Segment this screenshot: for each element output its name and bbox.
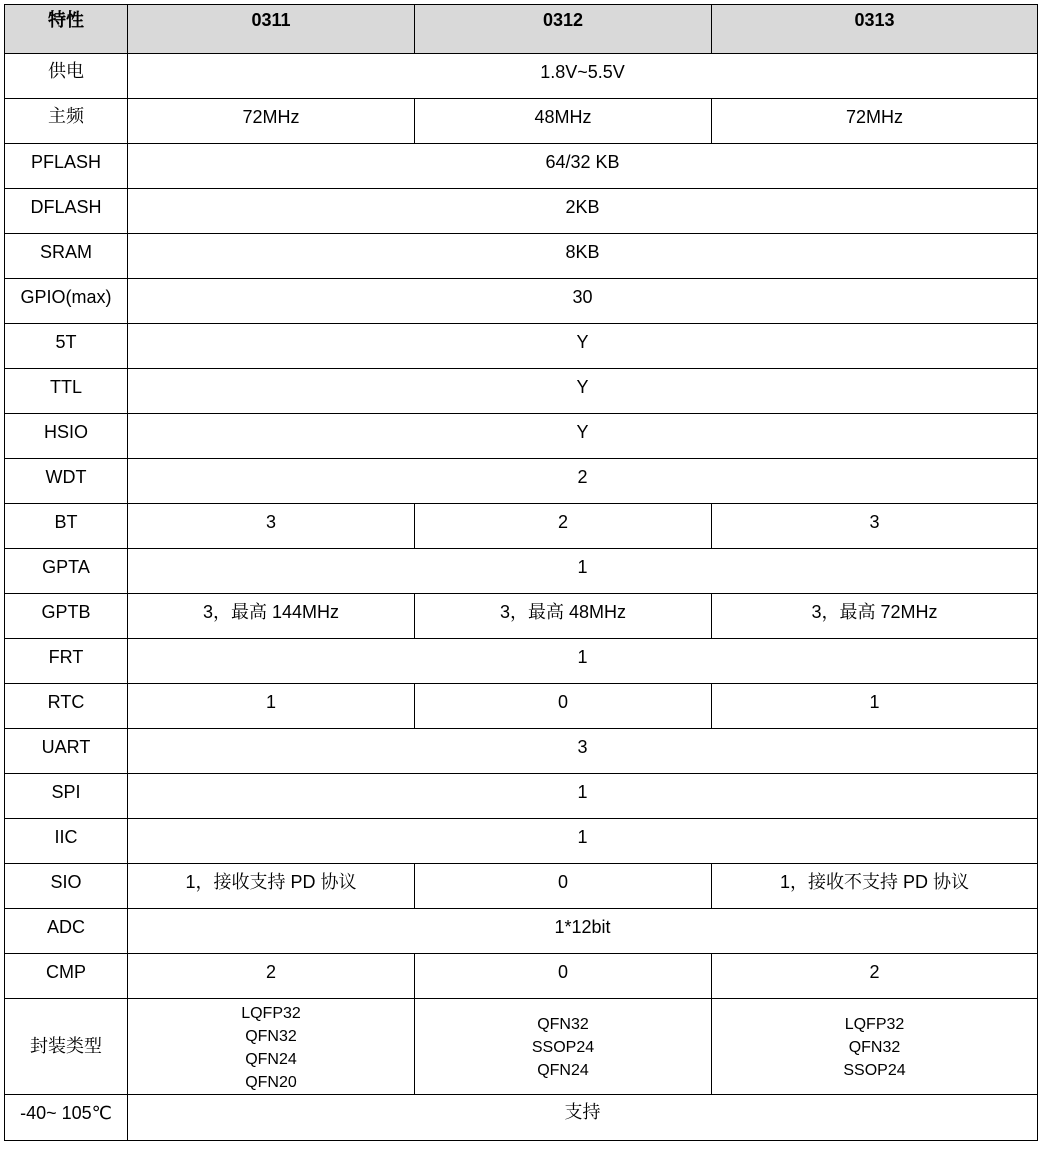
row-label-temp: -40~ 105℃ <box>5 1095 128 1141</box>
spec-row <box>5 279 1038 324</box>
package-item: SSOP24 <box>531 1039 595 1056</box>
row-label: SRAM <box>5 234 128 279</box>
header-0313: 0313 <box>712 5 1038 54</box>
package-0313 <box>712 999 1038 1095</box>
row-value: 1 <box>128 819 1038 864</box>
row-label-package: 封装类型 <box>5 999 128 1095</box>
row-cell: 3，最高 48MHz <box>415 594 712 639</box>
package-0312 <box>415 999 712 1095</box>
package-item: SSOP24 <box>843 1062 906 1079</box>
spec-row <box>5 99 1038 144</box>
spec-row <box>5 684 1038 729</box>
row-label: DFLASH <box>5 189 128 234</box>
row-cell: 0 <box>415 864 712 909</box>
row-cell: 72MHz <box>128 99 415 144</box>
row-value: 1 <box>128 639 1038 684</box>
spec-row <box>5 54 1038 99</box>
row-value: 30 <box>128 279 1038 324</box>
header-row <box>5 5 1038 54</box>
spec-row <box>5 459 1038 504</box>
header-feature: 特性 <box>5 5 128 54</box>
row-cell: 0 <box>415 684 712 729</box>
row-value: 8KB <box>128 234 1038 279</box>
row-label: GPTA <box>5 549 128 594</box>
spec-row <box>5 774 1038 819</box>
row-value: 3 <box>128 729 1038 774</box>
temp-row <box>5 1095 1038 1141</box>
row-value: Y <box>128 369 1038 414</box>
row-cell: 2 <box>415 504 712 549</box>
package-item: QFN24 <box>537 1062 589 1079</box>
row-label: PFLASH <box>5 144 128 189</box>
temp-value: 支持 <box>128 1095 1038 1141</box>
spec-row <box>5 414 1038 459</box>
row-cell: 2 <box>128 954 415 999</box>
row-label: TTL <box>5 369 128 414</box>
row-label: ADC <box>5 909 128 954</box>
spec-row <box>5 234 1038 279</box>
row-value: 64/32 KB <box>128 144 1038 189</box>
row-cell: 3，最高 72MHz <box>712 594 1038 639</box>
spec-row <box>5 639 1038 684</box>
row-cell: 3 <box>712 504 1038 549</box>
row-label: WDT <box>5 459 128 504</box>
row-value: Y <box>128 324 1038 369</box>
package-item: QFN32 <box>537 1016 589 1033</box>
row-value: 1 <box>128 774 1038 819</box>
row-label: CMP <box>5 954 128 999</box>
row-value: 1 <box>128 549 1038 594</box>
package-item: LQFP32 <box>241 1005 301 1022</box>
package-item: QFN32 <box>848 1039 901 1056</box>
row-label: UART <box>5 729 128 774</box>
row-value: 2KB <box>128 189 1038 234</box>
spec-body <box>5 54 1038 1141</box>
row-label: BT <box>5 504 128 549</box>
row-cell: 2 <box>712 954 1038 999</box>
spec-row <box>5 189 1038 234</box>
row-cell: 1 <box>128 684 415 729</box>
row-cell: 48MHz <box>415 99 712 144</box>
package-item: QFN32 <box>245 1028 297 1045</box>
row-label: GPTB <box>5 594 128 639</box>
row-label: SIO <box>5 864 128 909</box>
package-0311 <box>128 999 415 1095</box>
package-row <box>5 999 1038 1095</box>
header-0311: 0311 <box>128 5 415 54</box>
row-label: GPIO(max) <box>5 279 128 324</box>
package-item: QFN24 <box>245 1051 297 1068</box>
spec-row <box>5 369 1038 414</box>
row-cell: 3 <box>128 504 415 549</box>
row-cell: 1，接收支持 PD 协议 <box>128 864 415 909</box>
row-label: 供电 <box>5 54 128 99</box>
row-cell: 1，接收不支持 PD 协议 <box>712 864 1038 909</box>
row-label: 5T <box>5 324 128 369</box>
spec-row <box>5 729 1038 774</box>
package-item: LQFP32 <box>844 1016 905 1033</box>
spec-row <box>5 324 1038 369</box>
spec-table <box>4 4 1038 1141</box>
row-value: 1.8V~5.5V <box>128 54 1038 99</box>
row-label: IIC <box>5 819 128 864</box>
row-label: 主频 <box>5 99 128 144</box>
spec-row <box>5 594 1038 639</box>
spec-row <box>5 954 1038 999</box>
spec-row <box>5 144 1038 189</box>
row-value: Y <box>128 414 1038 459</box>
row-value: 2 <box>128 459 1038 504</box>
spec-row <box>5 909 1038 954</box>
row-label: HSIO <box>5 414 128 459</box>
spec-row <box>5 864 1038 909</box>
spec-row <box>5 549 1038 594</box>
package-item: QFN20 <box>245 1074 297 1091</box>
spec-row <box>5 819 1038 864</box>
spec-row <box>5 504 1038 549</box>
header-0312: 0312 <box>415 5 712 54</box>
row-label: RTC <box>5 684 128 729</box>
row-label: FRT <box>5 639 128 684</box>
row-cell: 0 <box>415 954 712 999</box>
row-cell: 3，最高 144MHz <box>128 594 415 639</box>
row-label: SPI <box>5 774 128 819</box>
row-value: 1*12bit <box>128 909 1038 954</box>
row-cell: 1 <box>712 684 1038 729</box>
row-cell: 72MHz <box>712 99 1038 144</box>
